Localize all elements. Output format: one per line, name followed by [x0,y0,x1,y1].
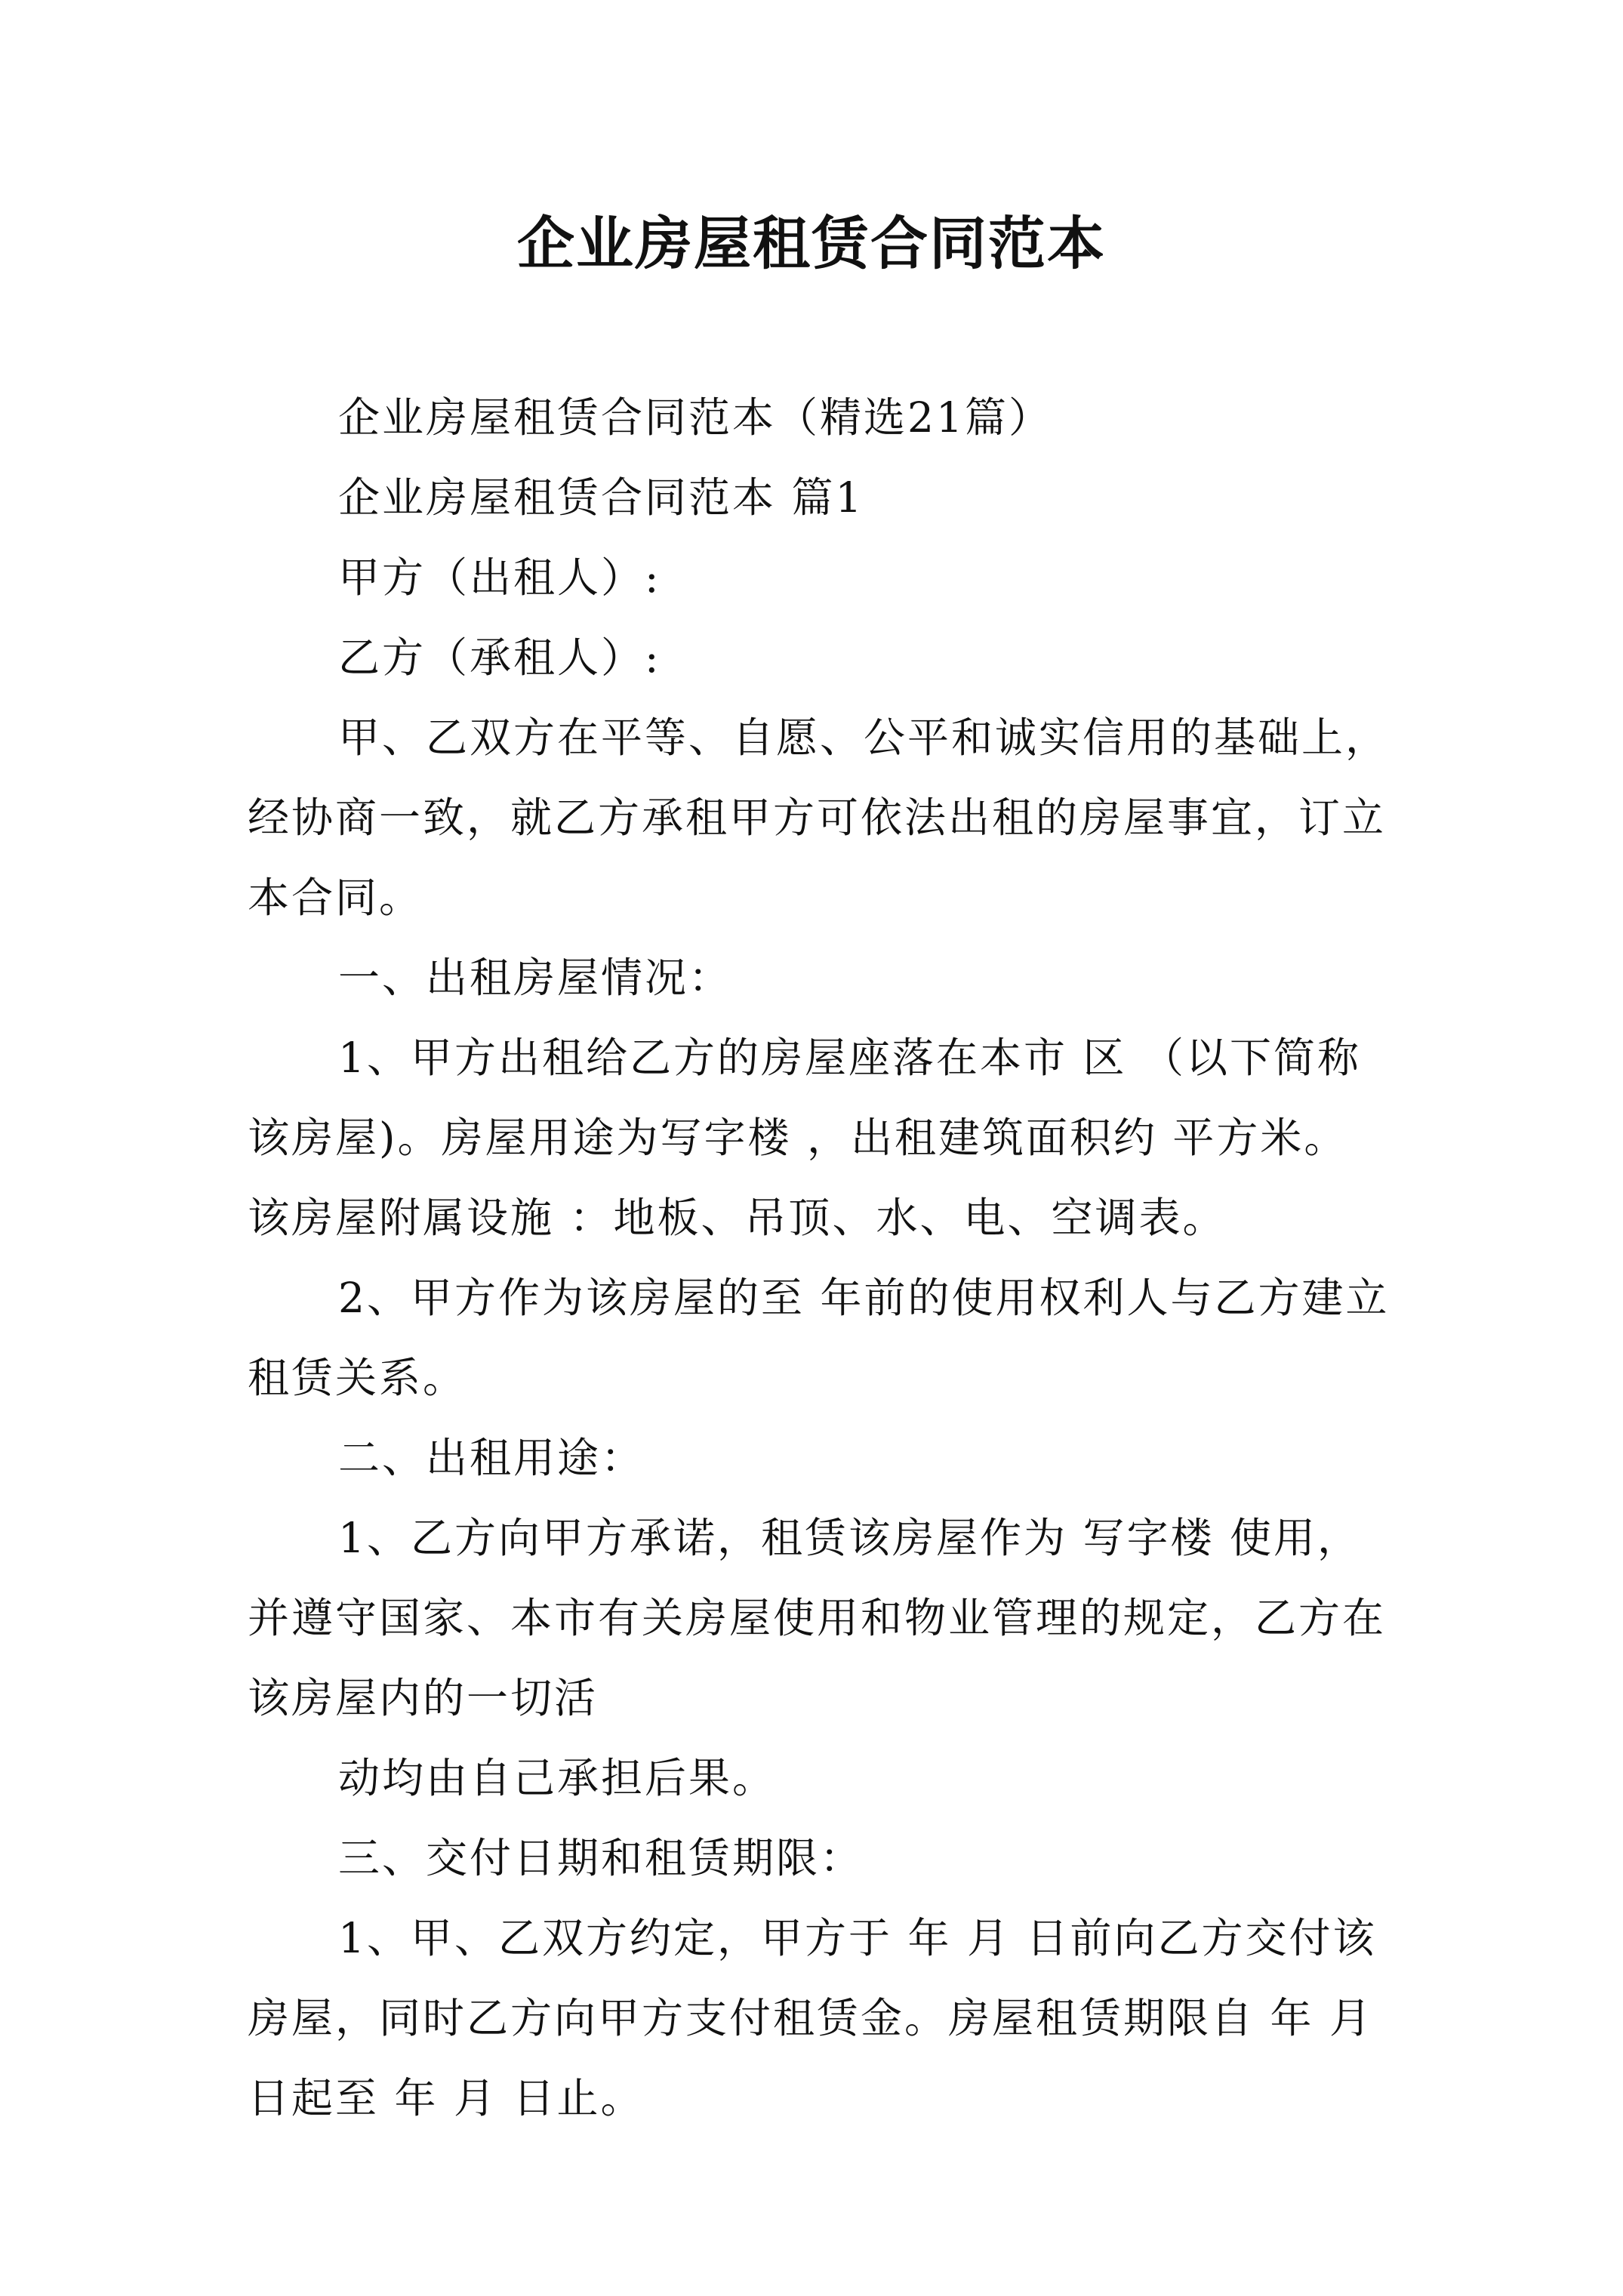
clause-heading: 一、出租房屋情况： [338,954,733,1002]
paragraph-line: 日起至 年 月 日止。 [248,2074,645,2122]
paragraph-line: 该房屋内的一切活 [248,1674,599,1722]
paragraph-line: 房屋，同时乙方向甲方支付租赁金。房屋租赁期限自 年 月 [248,1994,1373,2042]
subtitle-line: 企业房屋租赁合同范本（精选21篇） [338,393,1052,442]
clause-heading: 二、出租用途： [338,1434,645,1482]
paragraph-line: 2、甲方作为该房屋的至 年前的使用权利人与乙方建立 [338,1274,1390,1322]
paragraph-line: 并遵守国家、本市有关房屋使用和物业管理的规定，乙方在 [248,1594,1387,1642]
paragraph-line: 经协商一致，就乙方承租甲方可依法出租的房屋事宜，订立 [248,794,1387,842]
document-body [248,378,1403,2138]
paragraph-line: 1、甲方出租给乙方的房屋座落在本市 区 （以下简称 [338,1034,1361,1082]
paragraph-line: 1、乙方向甲方承诺，租赁该房屋作为 写字楼 使用， [338,1514,1361,1562]
paragraph-line: 租赁关系。 [248,1354,467,1402]
party-b-line: 乙方（承租人）: [338,633,661,682]
paragraph-line: 甲、乙双方在平等、自愿、公平和诚实信用的基础上， [338,713,1390,762]
paragraph-line: 1、甲、乙双方约定，甲方于 年 月 日前向乙方交付该 [338,1914,1377,1962]
section-heading: 企业房屋租赁合同范本 篇1 [338,473,864,522]
paragraph-line: 该房屋附属设施 ：地板、吊顶、水、电、空调表。 [248,1194,1227,1242]
paragraph-line: 本合同。 [248,874,423,922]
paragraph-line: 动均由自己承担后果。 [338,1754,777,1802]
paragraph-line: 该房屋)。房屋用途为写字楼 ，出租建筑面积约 平方米。 [248,1114,1348,1162]
document-title: 企业房屋租赁合同范本 [517,210,1106,277]
clause-heading: 三、交付日期和租赁期限： [338,1834,864,1882]
party-a-line: 甲方（出租人）: [338,553,661,602]
